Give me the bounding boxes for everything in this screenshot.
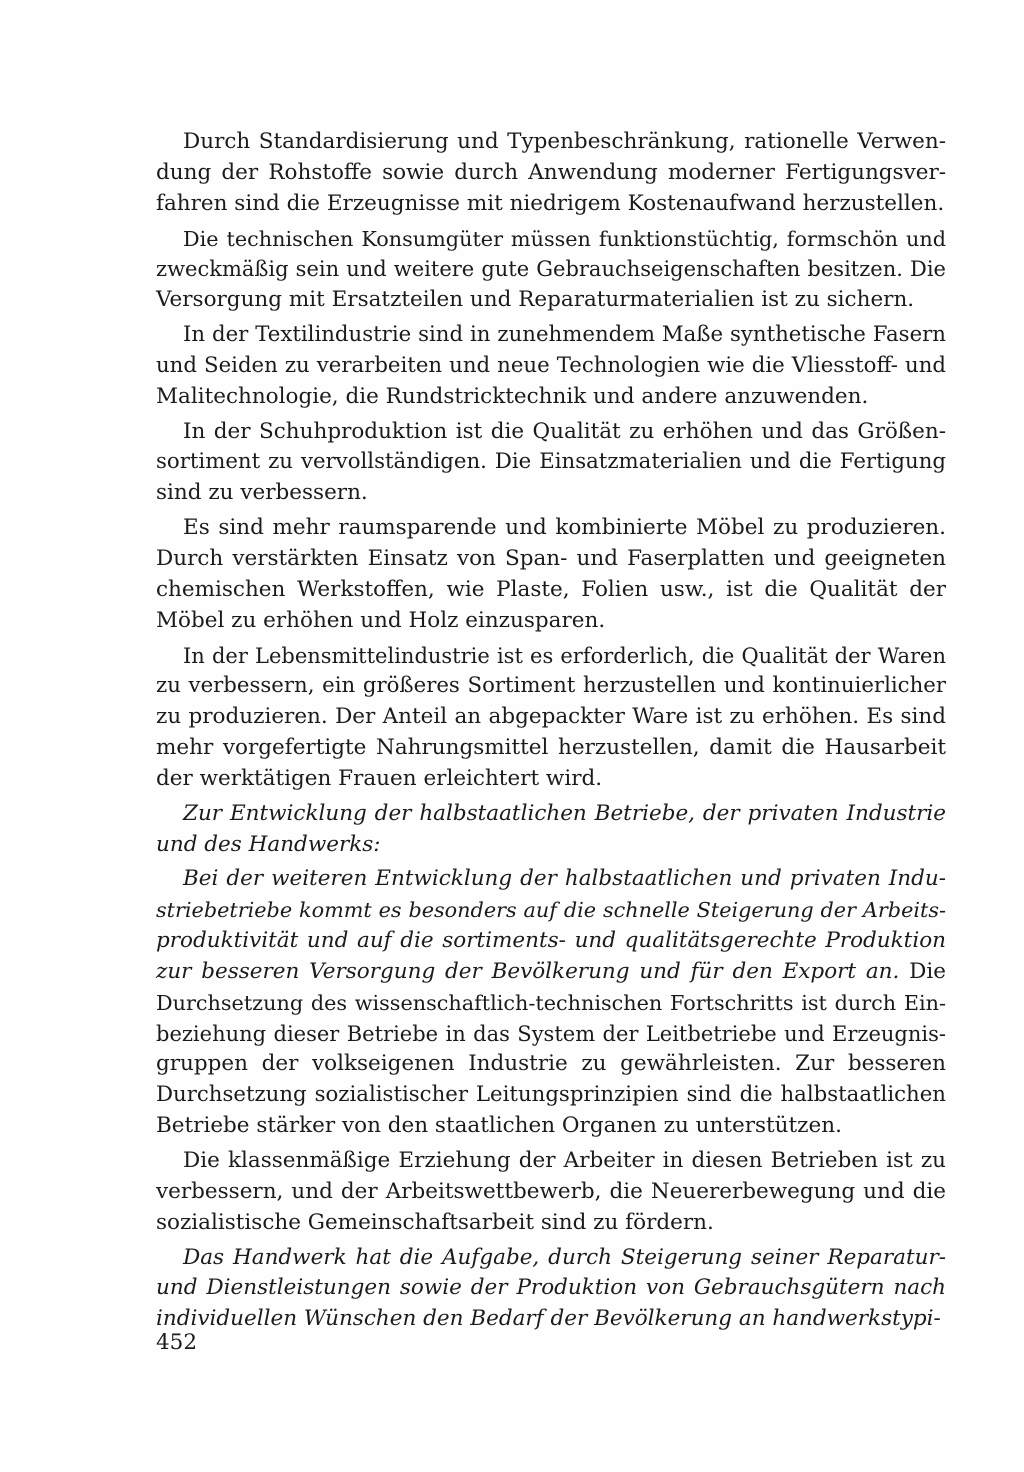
text-line <box>156 957 946 988</box>
text-line: und Dienstleistungen sowie der Produktion von Gebrauchsgütern nach <box>156 1275 946 1301</box>
text-line: gruppen der volkseigenen Industrie zu gewährleisten. Zur besseren <box>156 1051 946 1077</box>
text-line: sind zu verbessern. <box>156 480 368 506</box>
text-line: zu produzieren. Der Anteil an abgepackter Ware ist zu erhöhen. Es sind <box>156 704 946 730</box>
paragraph <box>156 127 946 220</box>
text-line: zu verbessern, ein größeres Sortiment herzustellen und kontinuierlicher <box>156 673 946 699</box>
text-line: Versorgung mit Ersatzteilen und Reparaturmaterialien ist zu sichern. <box>156 287 915 313</box>
text-line: fahren sind die Erzeugnisse mit niedrigem Kostenaufwand herzustellen. <box>156 190 945 216</box>
text-line: Es sind mehr raumsparende und kombinierte Möbel zu produzieren. <box>183 515 946 541</box>
text-line: und des Handwerks: <box>156 831 381 857</box>
text-line: mehr vorgefertigte Nahrungsmittel herzustellen, damit die Hausarbeit <box>156 735 946 761</box>
text-line: Durchsetzung sozialistischer Leitungsprinzipien sind die halbstaatlichen <box>156 1082 946 1108</box>
text-line: Die technischen Konsumgüter müssen funktionstüchtig, formschön und <box>183 226 946 251</box>
text-line: sortiment zu vervollständigen. Die Einsatzmaterialien und die Fertigung <box>156 449 946 475</box>
text-line: In der Lebensmittelindustrie ist es erforderlich, die Qualität der Waren <box>183 643 946 668</box>
paragraph <box>156 799 946 861</box>
text-line: Möbel zu erhöhen und Holz einzusparen. <box>156 607 606 633</box>
paragraph <box>156 1243 946 1336</box>
paragraph <box>156 513 946 636</box>
text-line: Bei der weiteren Entwicklung der halbstaatlichen und privaten Indu- <box>183 866 946 892</box>
text-line: produktivität und auf die sortiments- und qualitätsgerechte Produktion <box>156 928 946 954</box>
text-fragment: Die <box>909 958 947 984</box>
page-number: 452 <box>156 1330 198 1355</box>
text-line: Durchsetzung des wissenschaftlich-technischen Fortschritts ist durch Ein- <box>156 990 946 1015</box>
text-line: zweckmäßig sein und weitere gute Gebrauchseigenschaften besitzen. Die <box>156 257 946 282</box>
text-line: Durch Standardisierung und Typenbeschränkung, rationelle Verwen- <box>183 129 946 154</box>
text-line: verbessern, und der Arbeitswettbewerb, die Neuererbewegung und die <box>156 1178 946 1204</box>
text-line: Malitechnologie, die Rundstricktechnik und andere anzuwenden. <box>156 383 869 409</box>
text-line: der werktätigen Frauen erleichtert wird. <box>156 765 603 791</box>
text-fragment-italic: zur besseren Versorgung der Bevölkerung und für den Export an. <box>156 958 900 984</box>
paragraph <box>156 641 946 795</box>
text-line: Die klassenmäßige Erziehung der Arbeiter in diesen Betrieben ist zu <box>183 1148 946 1173</box>
text-line: striebetriebe kommt es besonders auf die schnelle Steigerung der Arbeits- <box>156 898 946 923</box>
text-line: chemischen Werkstoffen, wie Plaste, Folien usw., ist die Qualität der <box>156 576 946 602</box>
text-line: Zur Entwicklung der halbstaatlichen Betriebe, der privaten Industrie <box>183 800 946 826</box>
text-line: und Seiden zu verarbeiten und neue Technologien wie die Vliesstoff- und <box>156 352 946 378</box>
text-line: beziehung dieser Betriebe in das System der Leitbetriebe und Erzeugnis- <box>156 1021 946 1046</box>
text-line: In der Schuhproduktion ist die Qualität zu erhöhen und das Größen- <box>183 418 946 444</box>
text-line: Das Handwerk hat die Aufgabe, durch Steigerung seiner Reparatur- <box>183 1244 946 1270</box>
text-line: Durch verstärkten Einsatz von Span- und Faserplatten und geeigneten <box>156 545 946 571</box>
paragraph <box>156 864 946 1142</box>
paragraph <box>156 320 946 413</box>
text-line: Betriebe stärker von den staatlichen Organen zu unterstützen. <box>156 1113 842 1139</box>
text-line: individuellen Wünschen den Bedarf der Bevölkerung an handwerkstypi- <box>156 1306 941 1332</box>
paragraph <box>156 1146 946 1239</box>
text-line: dung der Rohstoffe sowie durch Anwendung moderner Fertigungsver- <box>156 159 946 185</box>
text-line: In der Textilindustrie sind in zunehmendem Maße synthetische Fasern <box>183 322 946 348</box>
text-line: sozialistische Gemeinschaftsarbeit sind zu fördern. <box>156 1209 714 1235</box>
paragraph <box>156 224 946 317</box>
body-text <box>156 127 946 1339</box>
paragraph <box>156 417 946 510</box>
